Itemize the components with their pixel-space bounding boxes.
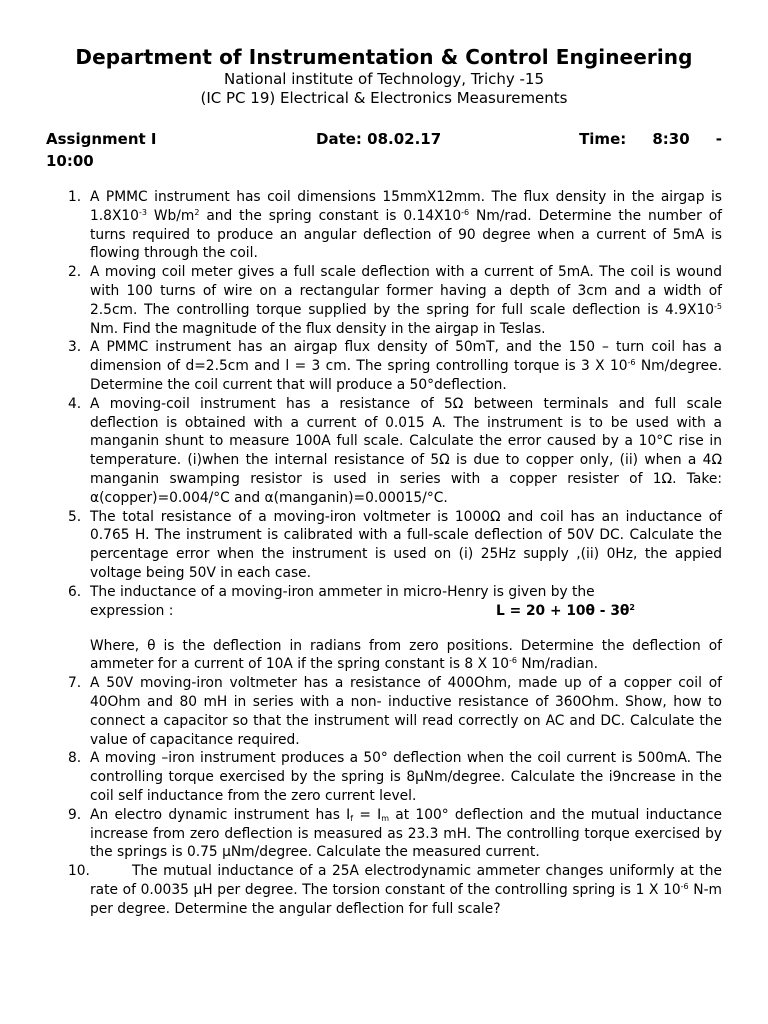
question-item: [0, 338, 768, 394]
question-text: An electro dynamic instrument has I: [90, 806, 351, 823]
question-number: 5.: [68, 508, 82, 525]
question-body: [90, 862, 722, 918]
superscript: -5: [714, 301, 722, 311]
institute-name: National institute of Technology, Trichy -15: [223, 70, 545, 88]
superscript: -6: [627, 358, 636, 368]
question-text: Nm/degree. Determine the coil current that will produce a 50°deflection.: [90, 358, 723, 393]
superscript: -6: [461, 207, 470, 217]
question-number: 6.: [68, 583, 82, 600]
question-number: 9.: [68, 806, 82, 823]
question-text: at 100° deflection and the mutual inductance increase from zero deflection is measured as 23.3 mH. The controlling torque exercised by the springs is 0.75 μNm/degree. Calculate the measured current.: [90, 806, 722, 861]
question-item: [0, 263, 768, 338]
superscript: -6: [508, 656, 517, 666]
question-number: 4.: [68, 395, 82, 412]
department-title: Department of Instrumentation & Control Engineering: [75, 45, 693, 69]
superscript: -6: [680, 881, 689, 891]
question-item: [0, 806, 768, 862]
inductance-formula: [496, 602, 635, 621]
question-number: 8.: [68, 750, 82, 767]
question-text: and the spring constant is 0.14X10: [199, 207, 462, 224]
question-text: expression :: [90, 602, 174, 619]
question-text: Nm/rad. Determine the number of turns required to produce an angular deflection of 90 degree when a current of 5mA is flowing through the coil.: [90, 207, 723, 262]
question-text: A moving coil meter gives a full scale deflection with a current of 5mA. The coil is wound with 100 turns of wire on a rectangular former having a depth of 3cm and a width of 2.5cm. The controlling torque supplied by the spring for full scale deflection is 4.9X10: [90, 264, 722, 318]
formula-row: [90, 602, 722, 621]
question-text: Nm. Find the magnitude of the flux density in the airgap in Teslas.: [90, 320, 546, 337]
question-item: [0, 508, 768, 583]
question-text: N-m per degree. Determine the angular deflection for full scale?: [90, 881, 722, 917]
assignment-meta: [46, 130, 722, 174]
question-item: [0, 862, 768, 918]
question-text: The mutual inductance of a 25A electrodynamic ammeter changes uniformly at the rate of 0.0035 μH per degree. The torsion constant of the controlling spring is 1 X 10: [90, 863, 722, 898]
question-text: Where, θ is the deflection in radians from zero positions. Determine the deflection of ammeter for a current of 10A if the spring constant is 8 X 10: [90, 637, 722, 673]
course-title: (IC PC 19) Electrical & Electronics Measurements: [200, 89, 568, 107]
question-text: A PMMC instrument has coil dimensions 15mmX12mm. The flux density in the airgap is 1.8X10: [90, 189, 722, 224]
question-text: Nm/radian.: [516, 656, 599, 673]
question-number: 3.: [68, 339, 82, 356]
question-number: 2.: [68, 264, 82, 281]
question-list: [0, 188, 768, 918]
question-text: A PMMC instrument has an airgap flux density of 50mT, and the 150 – turn coil has a dimension of d=2.5cm and l = 3 cm. The spring controlling torque is 3 X 10: [90, 339, 722, 375]
question-item: [0, 395, 768, 508]
question-text: The total resistance of a moving-iron voltmeter is 1000Ω and coil has an inductance of 0.765 H. The instrument is calibrated with a full-scale deflection of 50V DC. Calculate the percentage error when the instrument is used on (i) 25Hz supply ,(ii) 0Hz, the appied voltage being 50V in each case.: [90, 508, 722, 581]
question-number: 7.: [68, 675, 82, 692]
spacer: [90, 621, 722, 637]
subscript: f: [350, 813, 354, 823]
question-item: [0, 749, 768, 805]
question-text: = I: [353, 806, 382, 823]
question-text: The inductance of a moving-iron ammeter in micro-Henry is given by the: [90, 583, 595, 600]
superscript: 2: [629, 602, 635, 612]
question-text: A moving-coil instrument has a resistance of 5Ω between terminals and full scale deflection is obtained with a current of 0.015 A. The instrument is to be used with a manganin shunt to measure 100A full scale. Calculate the error caused by a 10°C rise in temperature. (i)when the internal resistance of 5Ω is due to copper only, (ii) when a 4Ω manganin swamping resistor is used in series with a copper resister of 1Ω. Take: α(copper)=0.004/°C and α(manganin)=0.00015/°C.: [90, 395, 722, 506]
superscript: -3: [138, 207, 147, 217]
question-number: 1.: [68, 189, 82, 205]
assignment-date: Date: 08.02.17: [316, 130, 442, 148]
question-number: 10.: [68, 863, 90, 880]
superscript: 2: [194, 207, 200, 217]
assignment-label: Assignment I: [46, 130, 157, 148]
subscript: m: [381, 813, 390, 823]
assignment-time: Time: 8:30 -: [579, 130, 722, 148]
question-text: A moving –iron instrument produces a 50° deflection when the coil current is 500mA. The controlling torque exercised by the spring is 8μNm/degree. Calculate the i9ncrease in the coil self inductance from the zero current level.: [90, 750, 722, 804]
document-header: [0, 0, 768, 108]
question-item: [0, 583, 768, 674]
question-text: Wb/m: [146, 207, 195, 224]
assignment-time-end: 10:00: [46, 152, 94, 170]
formula-text: L = 20 + 10θ - 3θ: [496, 602, 630, 619]
question-item: [0, 674, 768, 749]
question-item: [0, 188, 768, 263]
question-text: A 50V moving-iron voltmeter has a resistance of 400Ohm, made up of a copper coil of 40Ohm and 80 mH in series with a non- inductive resistance of 360Ohm. Show, how to connect a capacitor so that the instrument will read correctly on AC and DC. Calculate the value of capacitance required.: [90, 675, 722, 748]
